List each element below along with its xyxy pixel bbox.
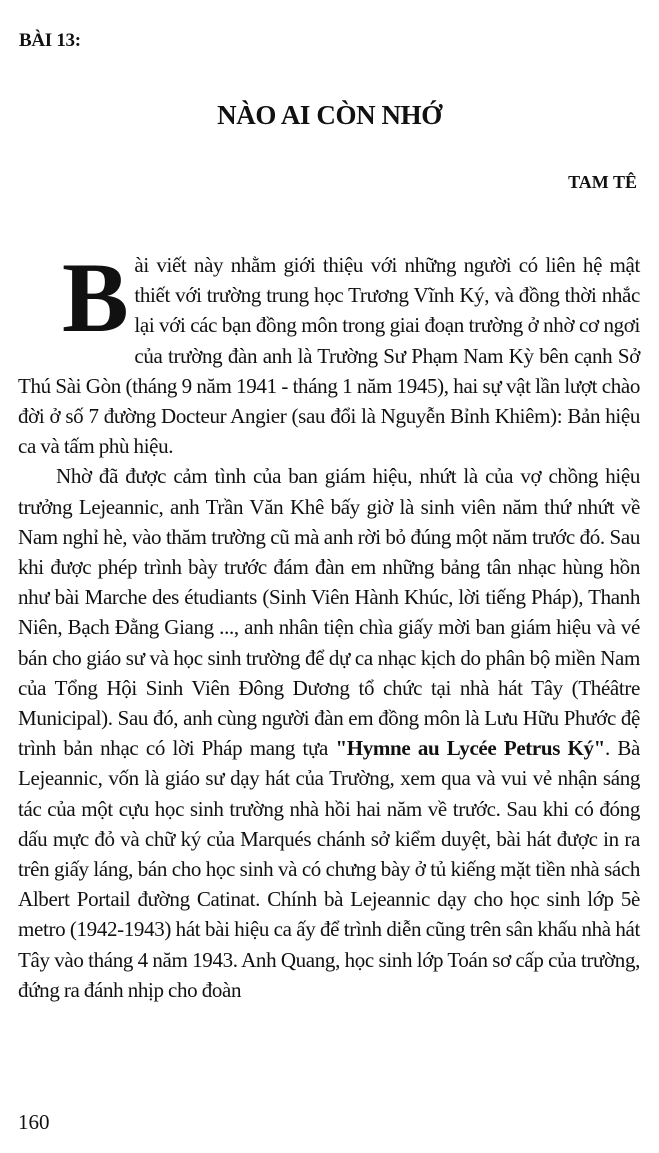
article-title: NÀO AI CÒN NHỚ [217, 100, 442, 130]
paragraph-2 [18, 461, 640, 1005]
paragraph-1-text: ài viết này nhằm giới thiệu với những người có liên hệ mật thiết với trường trung học Trương Vĩnh Ký, và đồng thời nhắc lại với các bạn đồng môn trong giai đoạn trường ở nhờ cơ ngơi của trường đàn anh là Trường Sư Phạm Nam Kỳ bên cạnh Sở Thú Sài Gòn (tháng 9 năm 1941 - tháng 1 năm 1945), hai sự vật lần lượt chào đời ở số 7 đường Docteur Angier (sau đổi là Nguyễn Bỉnh Khiêm): Bản hiệu ca và tấm phù hiệu. [18, 253, 640, 459]
drop-cap: B [62, 242, 129, 353]
paragraph-2-text-after: . Bà Lejeannic, vốn là giáo sư dạy hát của Trường, xem qua và vui vẻ nhận sáng tác của một cựu học sinh trường nhà hồi hai năm về trước. Sau khi có đóng dấu mực đỏ và chữ ký của Marqués chánh sở kiểm duyệt, bài hát được in ra trên giấy láng, bán cho học sinh và có chưng bày ở tủ kiếng mặt tiền nhà sách Albert Portail đường Catinat. Chính bà Lejeannic dạy cho học sinh lớp 5è metro (1942-1943) hát bài hiệu ca ấy để trình diễn cũng trên sân khấu nhà hát Tây vào tháng 4 năm 1943. Anh Quang, học sinh lớp Toán sơ cấp của trường, đứng ra đánh nhịp cho đoàn [18, 736, 640, 1002]
paragraph-2-text-before: Nhờ đã được cảm tình của ban giám hiệu, nhứt là của vợ chồng hiệu trưởng Lejeannic, anh Trần Văn Khê bấy giờ là sinh viên năm thứ nhứt về Nam nghỉ hè, vào thăm trường cũ mà anh rời bỏ đúng một năm trước đó. Sau khi được phép trình bày trước đám đàn em những bảng tân nhạc hùng hồn như bài Marche des étudiants (Sinh Viên Hành Khúc, lời tiếng Pháp), Thanh Niên, Bạch Đằng Giang ..., anh nhân tiện chìa giấy mời ban giám hiệu và vé bán cho giáo sư và học sinh trường để dự ca nhạc kịch do phân bộ miền Nam của Tổng Hội Sinh Viên Đông Dương tổ chức tại nhà hát Tây (Théâtre Municipal). Sau đó, anh cùng người đàn em đồng môn là Lưu Hữu Phước đệ trình bản nhạc có lời Pháp mang tựa [18, 464, 640, 761]
paragraph-1 [18, 242, 640, 461]
page-number: 160 [18, 1110, 50, 1134]
author-name: TAM TÊ [568, 172, 637, 192]
song-title: "Hymne au Lycée Petrus Ký" [335, 736, 605, 761]
article-body [18, 242, 640, 1005]
lesson-label: BÀI 13: [19, 30, 81, 51]
